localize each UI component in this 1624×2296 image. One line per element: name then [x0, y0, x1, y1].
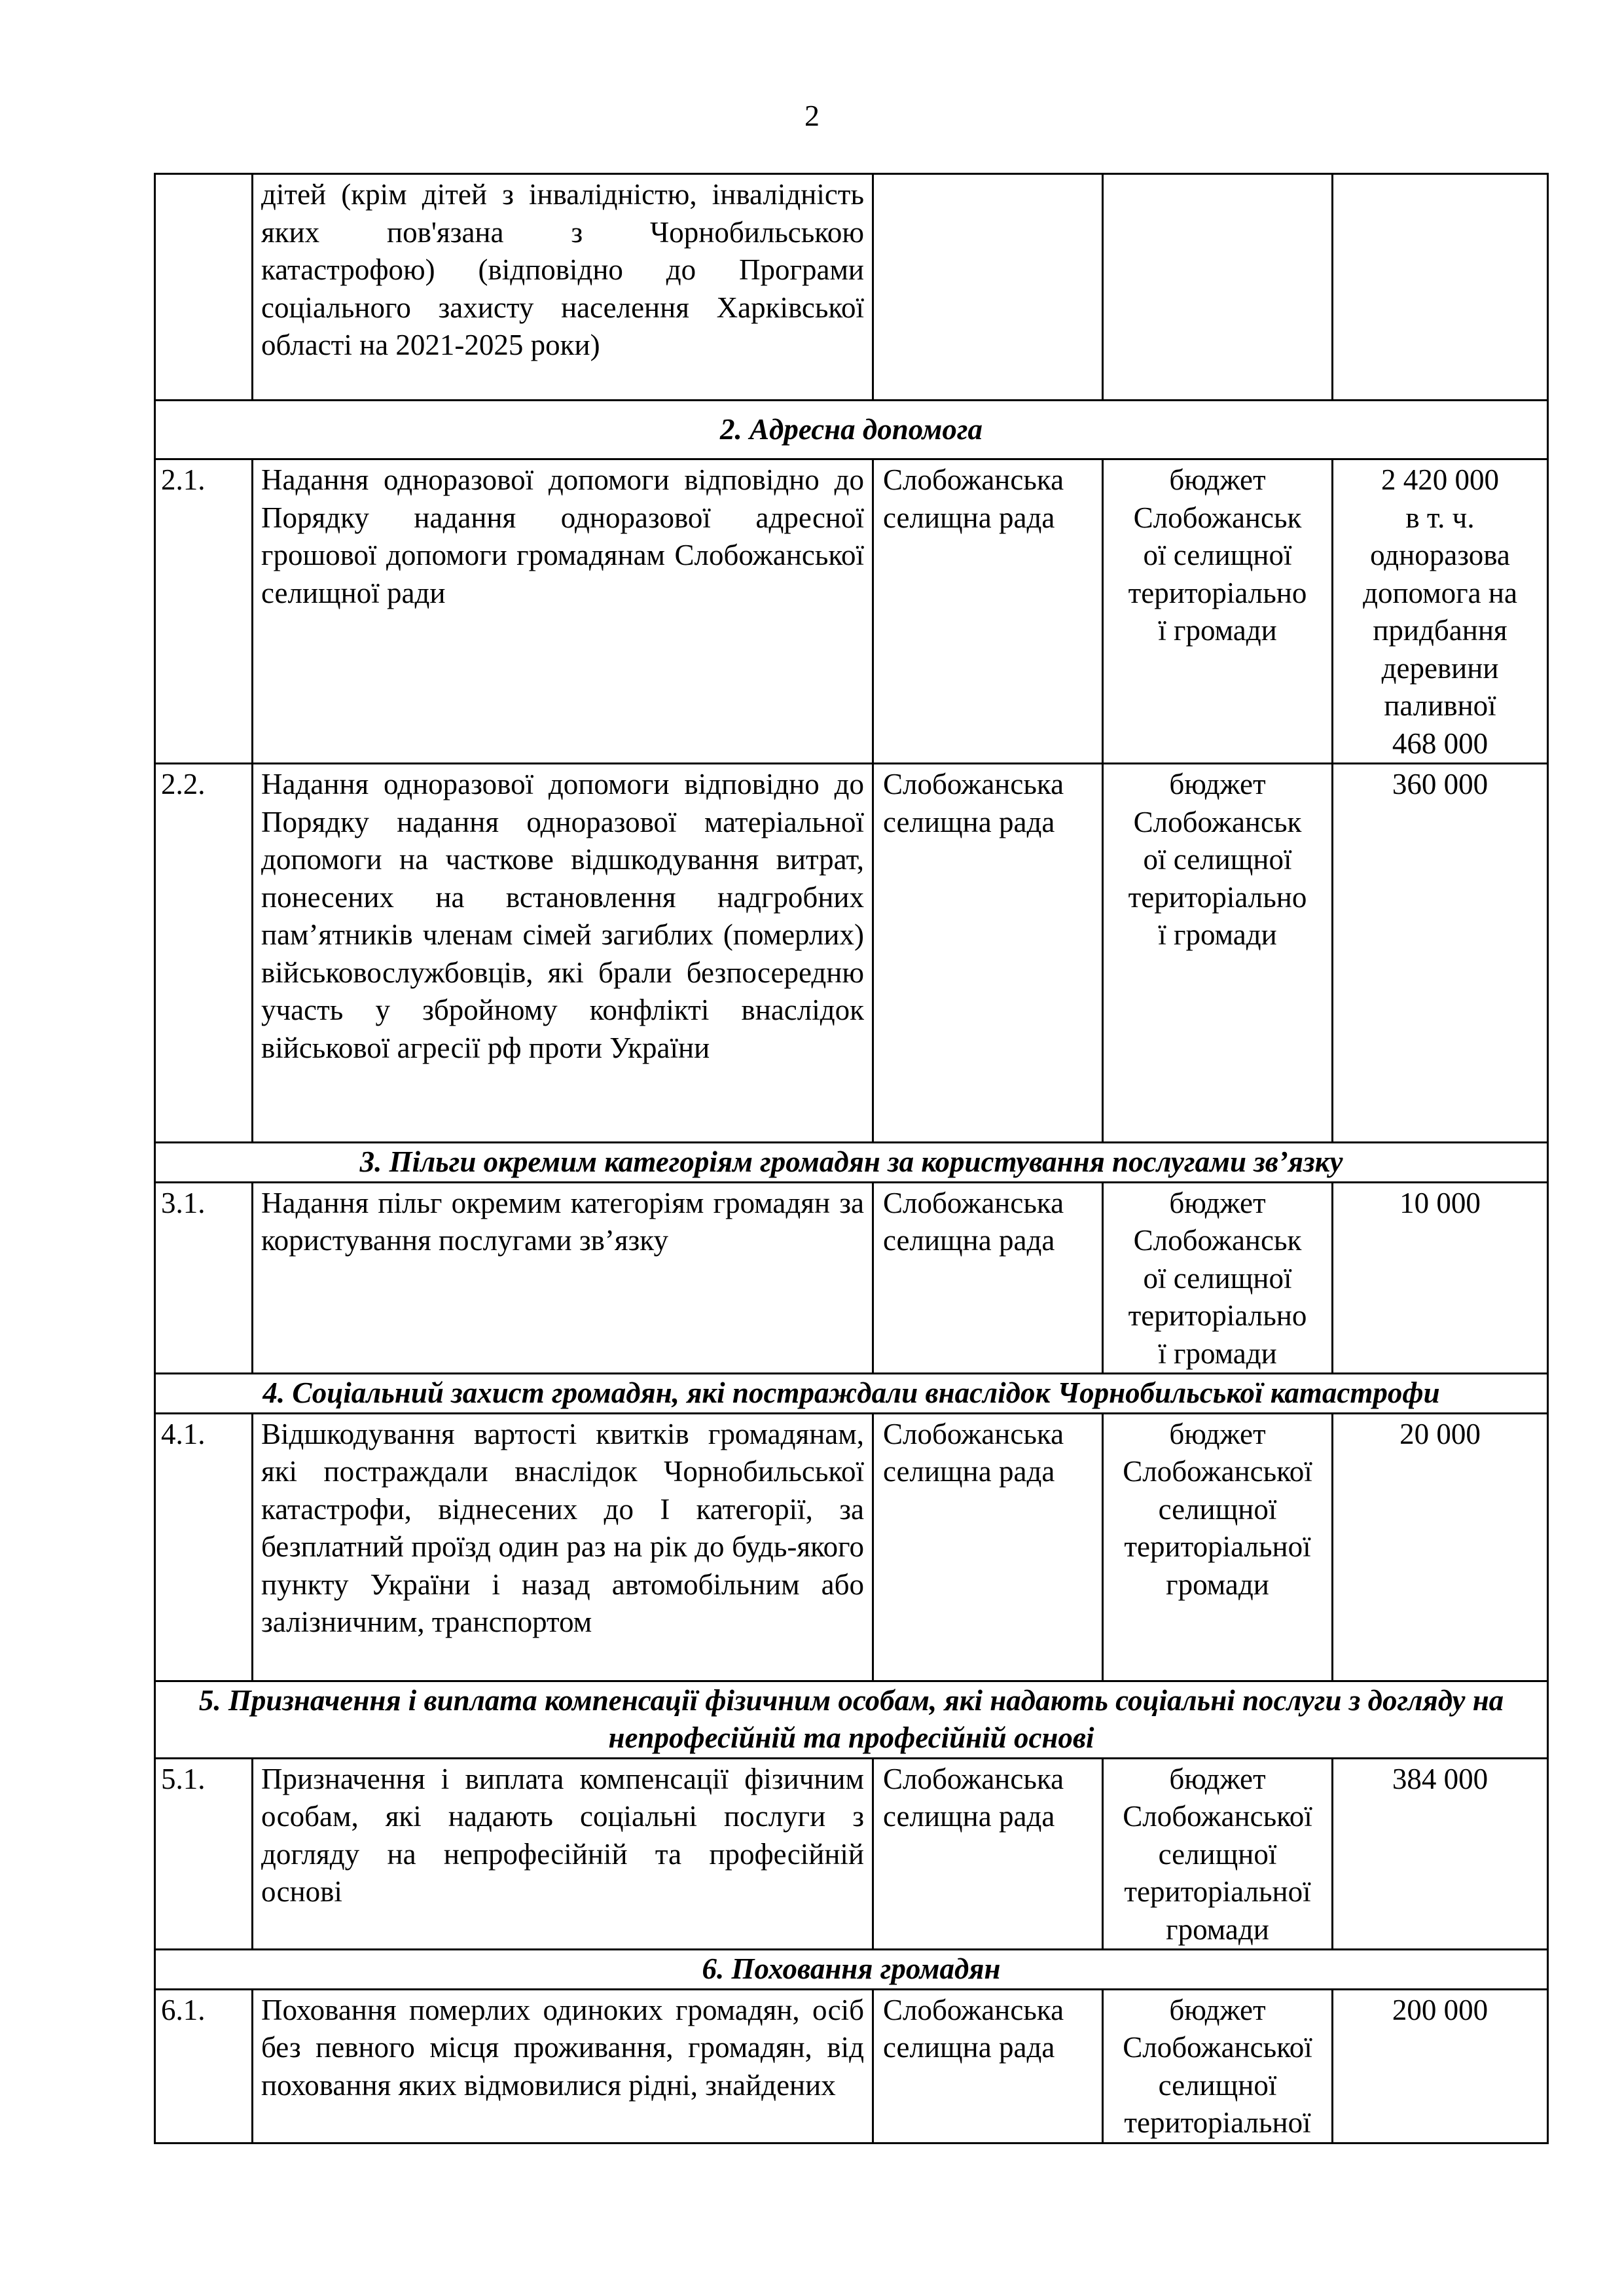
executor: Слобожанська селищна рада	[873, 459, 1103, 764]
amount: 200 000	[1333, 1989, 1548, 2143]
amount	[1333, 174, 1548, 401]
section-row	[155, 1374, 1548, 1414]
table-row	[155, 1758, 1548, 1950]
section-title: 3. Пільги окремим категоріям громадян за користування послугами зв’язку	[155, 1143, 1548, 1183]
measure-description: Надання одноразової допомоги відповідно до Порядку надання одноразової матеріальної допомоги на часткове відшкодування витрат, понесених на встановлення надгробних пам’ятників членам сімей загиблих (померлих) військовослужбовців, які брали безпосередню участь у збройному конфлікті внаслідок військової агресії рф проти України	[253, 764, 873, 1143]
section-row	[155, 401, 1548, 459]
executor: Слобожанська селищна рада	[873, 1989, 1103, 2143]
executor: Слобожанська селищна рада	[873, 1413, 1103, 1681]
amount: 20 000	[1333, 1413, 1548, 1681]
row-number: 2.1.	[155, 459, 253, 764]
funding-source: бюджет Слобожанської селищної територіальної громади	[1103, 1413, 1333, 1681]
funding-source: бюджет Слобожанськ ої селищної територіально ї громади	[1103, 459, 1333, 764]
funding-source: бюджет Слобожанськ ої селищної територіально ї громади	[1103, 1182, 1333, 1374]
table-row	[155, 1182, 1548, 1374]
executor: Слобожанська селищна рада	[873, 1182, 1103, 1374]
executor: Слобожанська селищна рада	[873, 764, 1103, 1143]
table-row	[155, 1413, 1548, 1681]
measure-description: Відшкодування вартості квитків громадянам, які постраждали внаслідок Чорнобильської катастрофи, віднесених до I категорії, за безплатний проїзд один раз на рік до будь-якого пункту України і назад автомобільним або залізничним, транспортом	[253, 1413, 873, 1681]
measure-description: Надання одноразової допомоги відповідно до Порядку надання одноразової адресної грошової допомоги громадянам Слобожанської селищної ради	[253, 459, 873, 764]
funding-source: бюджет Слобожанської селищної територіальної громади	[1103, 1758, 1333, 1950]
table-row	[155, 459, 1548, 764]
row-number: 4.1.	[155, 1413, 253, 1681]
table-row	[155, 174, 1548, 401]
row-number: 6.1.	[155, 1989, 253, 2143]
table-row	[155, 764, 1548, 1143]
measure-description: Призначення і виплата компенсації фізичним особам, які надають соціальні послуги з догляду на непрофесійній та професійній основі	[253, 1758, 873, 1950]
section-row	[155, 1950, 1548, 1990]
section-title: 6. Поховання громадян	[155, 1950, 1548, 1990]
measure-description: Надання пільг окремим категоріям громадян за користування послугами зв’язку	[253, 1182, 873, 1374]
section-title: 5. Призначення і виплата компенсації фізичним особам, які надають соціальні послуги з догляду на непрофесійній та професійній основі	[155, 1681, 1548, 1758]
page-number: 2	[804, 99, 820, 132]
measure-description: дітей (крім дітей з інвалідністю, інвалідність яких пов'язана з Чорнобильською катастрофою) (відповідно до Програми соціального захисту населення Харківської області на 2021-2025 роки)	[253, 174, 873, 401]
funding-source: бюджет Слобожанської селищної територіальної	[1103, 1989, 1333, 2143]
amount: 360 000	[1333, 764, 1548, 1143]
funding-source: бюджет Слобожанськ ої селищної територіально ї громади	[1103, 764, 1333, 1143]
row-number: 3.1.	[155, 1182, 253, 1374]
amount: 2 420 000 в т. ч. одноразова допомога на придбання деревини паливної 468 000	[1333, 459, 1548, 764]
section-row	[155, 1143, 1548, 1183]
row-number: 2.2.	[155, 764, 253, 1143]
program-measures-table	[154, 173, 1549, 2144]
amount: 10 000	[1333, 1182, 1548, 1374]
executor: Слобожанська селищна рада	[873, 1758, 1103, 1950]
amount: 384 000	[1333, 1758, 1548, 1950]
row-number: 5.1.	[155, 1758, 253, 1950]
section-title: 4. Соціальний захист громадян, які постраждали внаслідок Чорнобильської катастрофи	[155, 1374, 1548, 1414]
table-row	[155, 1989, 1548, 2143]
funding-source	[1103, 174, 1333, 401]
measure-description: Поховання померлих одиноких громадян, осіб без певного місця проживання, громадян, від поховання яких відмовилися рідні, знайдених	[253, 1989, 873, 2143]
section-row	[155, 1681, 1548, 1758]
executor	[873, 174, 1103, 401]
row-number	[155, 174, 253, 401]
section-title: 2. Адресна допомога	[155, 401, 1548, 459]
